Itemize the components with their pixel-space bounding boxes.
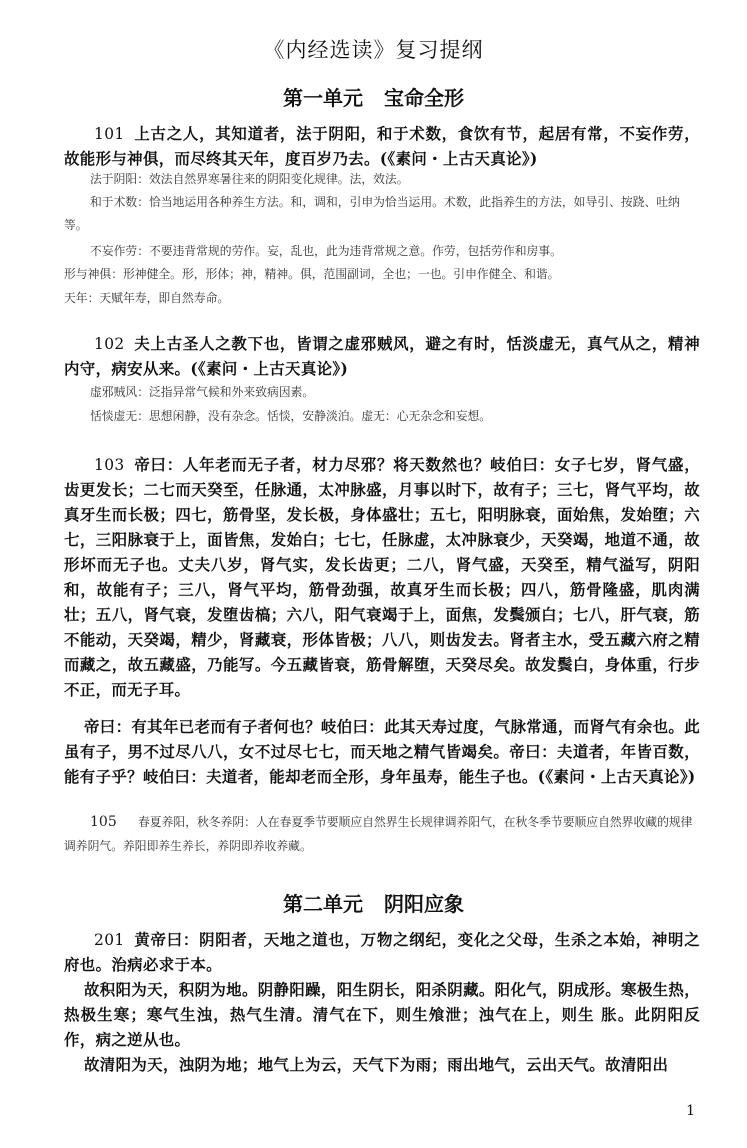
- section-201-p2: [64, 978, 700, 1053]
- section-text: 故积阳为天，积阴为地。阴静阳躁，阳生阴长，阳杀阴藏。阳化气，阴成形。寒极生热，热极生寒；寒气生浊，热气生清。清气在下，则生飧泄；浊气在上，则生 胀。此阴阳反作，病之逆从也。: [64, 981, 700, 1049]
- section-text: 帝曰：人年老而无子者，材力尽邪？将天数然也？岐伯曰：女子七岁，肾气盛，齿更发长；二七而天癸至，任脉通，太冲脉盛，月事以时下，故有子；三七，肾气平均，故真牙生而长极；四七，筋骨坚，发长极，身体盛壮；五七，阳明脉衰，面始焦，发始堕；六七，三阳脉衰于上，面皆焦，发始白；七七，任脉虚，太冲脉衰少，天癸竭，地道不通，故形坏而无子也。丈夫八岁，肾气实，发长齿更；二八，肾气盛，天癸至，精气溢写，阴阳和，故能有子；三八，肾气平均，筋骨劲强，故真牙生而长极；四八，筋骨隆盛，肌肉满壮；五八，肾气衰，发堕齿槁；六八，阳气衰竭于上，面焦，发鬓颁白；七八，肝气衰，筋不能动，天癸竭，精少，肾藏衰，形体皆极；八八，则齿发去。肾者主水，受五藏六府之精而藏之，故五藏盛，乃能写。今五藏皆衰，筋骨解堕，天癸尽矣。故发鬓白，身体重，行步不正，而无子耳。: [64, 456, 700, 699]
- unit-2-title: 第二单元 阴阳应象: [283, 892, 464, 916]
- note-102-1: 虚邪贼风：泛指异常气候和外来致病因素。: [90, 385, 315, 399]
- note-102-2: 恬惔虚无：思想闲静，没有杂念。恬惔，安静淡泊。虚无：心无杂念和妄想。: [90, 409, 492, 423]
- section-201: [64, 928, 700, 978]
- section-102: [64, 332, 700, 382]
- document-title: 《内经选读》复习提纲: [263, 38, 484, 62]
- section-text: 春夏养阳，秋冬养阴：人在春夏季节要顺应自然界生长规律调养阳气，在秋冬季节要顺应自然界收藏的规律调养阴气。养阳即养生养长，养阴即养收养藏。: [64, 815, 693, 853]
- unit-1-title: 第一单元 宝命全形: [283, 86, 464, 110]
- section-text: 上古之人，其知道者，法于阴阳，和于术数，食饮有节，起居有常，不妄作劳，故能形与神俱，而尽终其天年，度百岁乃去。(《素问・上古天真论》): [64, 125, 700, 168]
- note-101-4: 形与神俱：形神健全。形，形体；神，精神。俱，范围副词，全也；一也。引申作健全、和谐。: [64, 267, 560, 281]
- section-text: 黄帝曰：阴阳者，天地之道也，万物之纲纪，变化之父母，生杀之本始，神明之府也。治病必求于本。: [64, 931, 700, 974]
- section-number: 201: [94, 931, 125, 949]
- note-101-3: 不妄作劳：不要违背常规的劳作。妄，乱也，此为违背常规之意。作劳，包括劳作和房事。: [90, 244, 562, 258]
- section-101: [64, 122, 700, 172]
- page-number: 1: [686, 1103, 695, 1119]
- section-number: 105: [90, 814, 117, 830]
- note-101-1: 法于阴阳：效法自然界寒暑往来的阴阳变化规律。法，效法。: [90, 172, 409, 186]
- section-text: 夫上古圣人之教下也，皆谓之虚邪贼风，避之有时，恬淡虚无，真气从之，精神内守，病安从来。(《素问・上古天真论》): [64, 335, 700, 378]
- section-text: 故清阳为天，浊阴为地；地气上为云，天气下为雨；雨出地气，云出天气。故清阳出: [84, 1056, 669, 1074]
- section-103-cont: [64, 715, 700, 790]
- section-number: 101: [94, 125, 125, 143]
- section-105: [64, 810, 704, 858]
- note-101-5: 天年：天赋年寿，即自然寿命。: [64, 291, 230, 305]
- section-201-p3: [64, 1053, 700, 1078]
- section-number: 103: [94, 456, 125, 474]
- section-103: [64, 453, 700, 703]
- section-number: 102: [94, 335, 125, 353]
- note-101-2: 和于术数：恰当地运用各种养生方法。和，调和，引申为恰当运用。术数，此指养生的方法，如导引、按跷、吐纳等。: [64, 195, 680, 232]
- section-text: 帝曰：有其年已老而有子者何也？岐伯曰：此其天寿过度，气脉常通，而肾气有余也。此虽有子，男不过尽八八，女不过尽七七，而天地之精气皆竭矣。帝曰：夫道者，年皆百数，能有子乎？岐伯曰：夫道者，能却老而全形，身年虽寿，能生子也。(《素问・上古天真论》): [64, 718, 700, 786]
